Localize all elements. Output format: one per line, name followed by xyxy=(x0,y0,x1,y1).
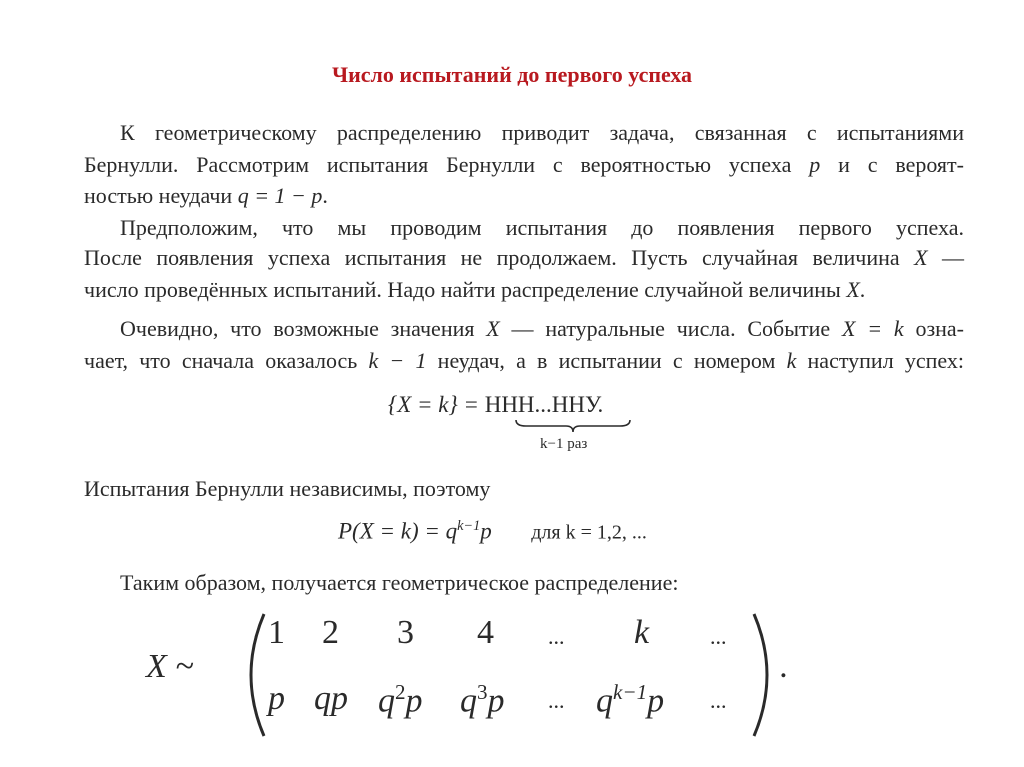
prob-tail: p xyxy=(480,518,492,544)
para2-line2: После появления успеха испытания не продолжаем. Пусть случайная величина X — xyxy=(84,245,965,270)
row2-cell: ... xyxy=(710,688,727,713)
row1-cell: 1 xyxy=(268,614,285,651)
row1-cell: 4 xyxy=(477,614,494,651)
row1-cell: ... xyxy=(548,624,565,649)
row2-cell: p xyxy=(268,680,285,717)
prob-main: P(X = k) = q xyxy=(338,518,458,544)
prob-condition: для k = 1,2, ... xyxy=(531,521,647,544)
row1-cell: k xyxy=(634,614,650,651)
underbrace xyxy=(514,418,632,434)
slide-title: Число испытаний до первого успеха xyxy=(331,62,693,87)
event-lhs: {X = k} = xyxy=(388,392,485,417)
prob-exp: k−1 xyxy=(457,518,481,534)
left-paren xyxy=(234,610,268,740)
para4: Испытания Бернулли независимы, поэтому xyxy=(84,476,491,501)
para2-line1: Предположим, что мы проводим испытания до появления первого успеха. xyxy=(120,215,964,240)
row2-cell: $q^{k-1}p$ xyxy=(596,680,665,720)
para3-line1: Очевидно, что возможные значения X — натуральные числа. Событие X = k озна- xyxy=(120,316,964,341)
distribution-lhs: X ~ xyxy=(146,648,194,685)
distribution-end: . xyxy=(780,648,789,685)
row1-cell: ... xyxy=(710,624,727,649)
row2-cell: $q^2p$ xyxy=(378,680,423,720)
distribution-matrix xyxy=(140,610,790,750)
row1-cell: 2 xyxy=(322,614,339,651)
row1-cell: 3 xyxy=(397,614,414,651)
row2-cell: qp xyxy=(314,680,348,717)
event-success: У. xyxy=(585,392,604,417)
row2-cell: ... xyxy=(548,688,565,713)
para1-line1: К геометрическому распределению приводит задача, связанная с испытаниями xyxy=(120,120,964,145)
event-formula xyxy=(388,392,603,418)
para1-line3: ностью неудачи q = 1 − p. xyxy=(84,183,328,208)
row2-cell: $q^3p$ xyxy=(460,680,505,720)
para1-line2: Бернулли. Рассмотрим испытания Бернулли с вероятностью успеха p и с вероят- xyxy=(84,152,964,177)
underbrace-label: k−1 раз xyxy=(540,436,588,452)
prob-formula xyxy=(338,518,647,545)
para5: Таким образом, получается геометрическое распределение: xyxy=(120,570,679,595)
para3-line2: чает, что сначала оказалось k − 1 неудач, а в испытании с номером k наступил успех: xyxy=(84,348,964,373)
right-paren xyxy=(750,610,784,740)
event-failures: ННН...НН xyxy=(484,392,586,417)
para2-line3: число проведённых испытаний. Надо найти распределение случайной величины X. xyxy=(84,277,866,302)
